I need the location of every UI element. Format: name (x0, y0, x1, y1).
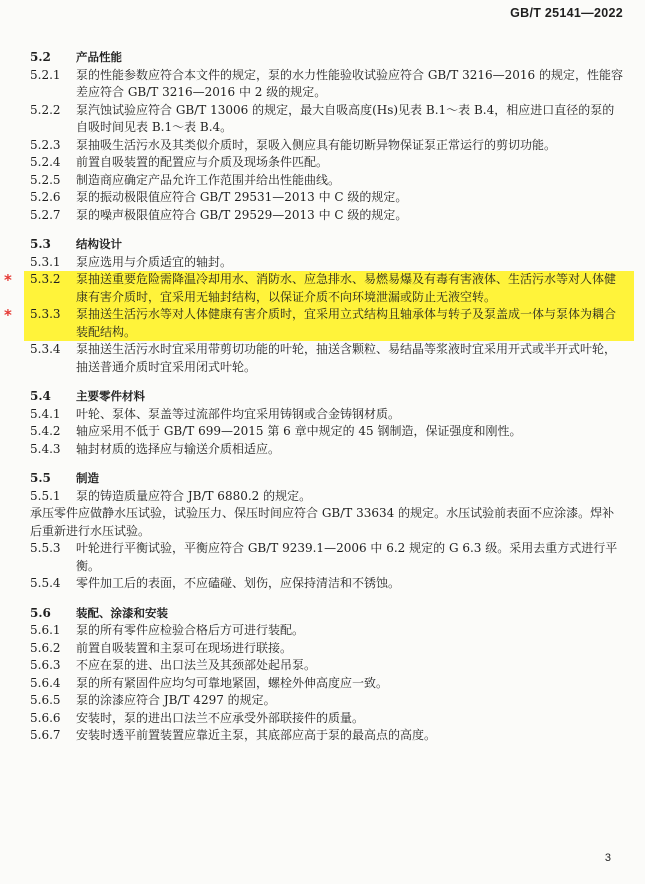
asterisk-mark-icon: * (4, 271, 12, 289)
clause (30, 640, 626, 658)
clause-text: 泵的性能参数应符合本文件的规定，泵的水力性能验收试验应符合 GB/T 3216—2016 的规定，性能容差应符合 GB/T 3216—2016 中 2 级的规定。 (76, 67, 623, 99)
clause-text: 前置自吸装置的配置应与介质及现场条件匹配。 (76, 155, 329, 169)
clause-text: 泵的所有零件应检验合格后方可进行装配。 (76, 623, 305, 637)
clause (30, 488, 626, 506)
clause-text: 叶轮、泵体、泵盖等过流部件均宜采用铸钢或合金铸钢材质。 (76, 406, 401, 421)
clause-number: 5.2.6 (30, 190, 61, 204)
clause (30, 575, 626, 593)
clause-number: 5.5.1 (30, 488, 61, 503)
clause-number: 5.6.1 (30, 623, 61, 637)
clause-number: 5.5.4 (30, 576, 61, 590)
clause-text: 承压零件应做静水压试验，试验压力、保压时间应符合 GB/T 33634 的规定。水压试验前表面不应涂漆。焊补后重新进行水压试验。 (30, 506, 615, 538)
heading-text: 装配、涂漆和安装 (76, 605, 168, 620)
clause-text: 泵的振动极限值应符合 GB/T 29531—2013 中 C 级的规定。 (76, 190, 408, 204)
clause-number: 5.4.2 (30, 424, 61, 438)
clause-number: 5.3.1 (30, 254, 61, 269)
clause-text: 泵的所有紧固件应均匀可靠地紧固，螺栓外伸高度应一致。 (76, 675, 389, 690)
highlighted-block (4, 271, 634, 341)
clause-text: 零件加工后的表面，不应磕碰、划伤，应保持清洁和不锈蚀。 (76, 576, 401, 590)
clause-text: 安装时，泵的进出口法兰不应承受外部联接件的质量。 (76, 710, 365, 725)
clause-number: 5.3.3 (30, 307, 61, 321)
clause-text: 轴封材质的选择应与输送介质相适应。 (76, 441, 281, 456)
heading-text: 制造 (76, 471, 99, 485)
clause (30, 622, 626, 640)
clause (30, 505, 626, 540)
clause-number: 5.3.4 (30, 342, 61, 356)
clause-number: 5.6.3 (30, 658, 61, 672)
clause-number: 5.6.6 (30, 710, 61, 725)
clause (30, 341, 626, 376)
clause-text: 泵抽送生活污水时宜采用带剪切功能的叶轮，抽送含颗粒、易结晶等浆液时宜采用开式或半开式叶轮，抽送普通介质时宜采用闭式叶轮。 (76, 342, 617, 374)
clause-number: 5.2.1 (30, 67, 61, 82)
section-heading (30, 49, 626, 67)
clause (4, 271, 626, 306)
clause-text: 泵抽送生活污水等对人体健康有害介质时，宜采用立式结构且轴承体与转子及泵盖成一体与泵体为耦合装配结构。 (76, 307, 617, 339)
clause-text: 泵的铸造质量应符合 JB/T 6880.2 的规定。 (76, 488, 312, 503)
clause-text: 叶轮进行平衡试验，平衡应符合 GB/T 9239.1—2006 中 6.2 规定的 G 6.3 级。采用去重方式进行平衡。 (76, 541, 618, 573)
clause-number: 5.2.7 (30, 207, 61, 222)
clause-text: 泵应选用与介质适宜的轴封。 (76, 254, 233, 269)
section-gap (30, 593, 626, 602)
clause-text: 前置自吸装置和主泵可在现场进行联接。 (76, 640, 293, 655)
clause (30, 657, 626, 675)
clause-number: 5.6 (30, 605, 51, 620)
clause (30, 675, 626, 693)
clause (30, 441, 626, 459)
clause (30, 692, 626, 710)
clause-number: 5.5.3 (30, 541, 61, 555)
heading-text: 产品性能 (76, 50, 122, 64)
clause-text: 泵的噪声极限值应符合 GB/T 29529—2013 中 C 级的规定。 (76, 207, 408, 222)
page-number: 3 (604, 852, 611, 864)
clause-text: 泵抽送重要危险需降温冷却用水、消防水、应急排水、易燃易爆及有毒有害液体、生活污水等对人体健康有害介质时，宜采用无轴封结构，以保证介质不向环境泄漏或防止无液空转。 (76, 272, 617, 304)
clause-text: 安装时透平前置装置应靠近主泵，其底部应高于泵的最高点的高度。 (76, 728, 437, 742)
clause (30, 710, 626, 728)
clause-number: 5.3.2 (30, 272, 61, 286)
clause (30, 254, 626, 272)
clause-number: 5.6.5 (30, 693, 61, 707)
clause-number: 5.6.4 (30, 675, 61, 690)
section-gap (30, 458, 626, 467)
clause-text: 泵汽蚀试验应符合 GB/T 13006 的规定，最大自吸高度(Hs)见表 B.1～表 B.4，相应进口直径的泵的自吸时间见表 B.1～表 B.4。 (76, 102, 615, 134)
clause-text: 泵的涂漆应符合 JB/T 4297 的规定。 (76, 693, 276, 707)
clause (4, 306, 626, 341)
clause-number: 5.5 (30, 471, 51, 485)
clause-number: 5.2.4 (30, 155, 61, 169)
section-gap (30, 224, 626, 233)
document-body (4, 46, 626, 745)
clause (30, 189, 626, 207)
heading-text: 主要零件材料 (76, 389, 145, 403)
clause (30, 67, 626, 102)
clause (30, 154, 626, 172)
clause (30, 207, 626, 225)
asterisk-mark-icon: * (4, 306, 12, 324)
clause-number: 5.4.1 (30, 406, 61, 421)
clause-number: 5.2 (30, 50, 51, 64)
clause-number: 5.4 (30, 389, 51, 403)
clause-number: 5.2.5 (30, 172, 61, 187)
clause-number: 5.6.2 (30, 640, 61, 655)
clause (30, 137, 626, 155)
section-heading (30, 388, 626, 406)
clause-text: 不应在泵的进、出口法兰及其颈部处起吊泵。 (76, 658, 317, 672)
clause (30, 102, 626, 137)
clause-text: 轴应采用不低于 GB/T 699—2015 第 6 章中规定的 45 钢制造，保证强度和刚性。 (76, 424, 522, 438)
section-heading (30, 470, 626, 488)
clause-number: 5.3 (30, 237, 51, 251)
clause-number: 5.2.2 (30, 102, 61, 117)
section-heading (30, 605, 626, 623)
clause (30, 406, 626, 424)
clause-number: 5.4.3 (30, 441, 61, 456)
clause-number: 5.6.7 (30, 728, 61, 742)
section-gap (30, 376, 626, 385)
clause-number: 5.2.3 (30, 137, 61, 152)
clause (30, 540, 626, 575)
clause (30, 727, 626, 745)
heading-text: 结构设计 (76, 237, 122, 251)
clause-text: 制造商应确定产品允许工作范围并给出性能曲线。 (76, 172, 341, 187)
standard-code: GB/T 25141—2022 (510, 6, 623, 20)
clause (30, 172, 626, 190)
clause-text: 泵抽吸生活污水及其类似介质时，泵吸入侧应具有能切断异物保证泵正常运行的剪切功能。 (76, 137, 557, 152)
section-heading (30, 236, 626, 254)
clause (30, 423, 626, 441)
